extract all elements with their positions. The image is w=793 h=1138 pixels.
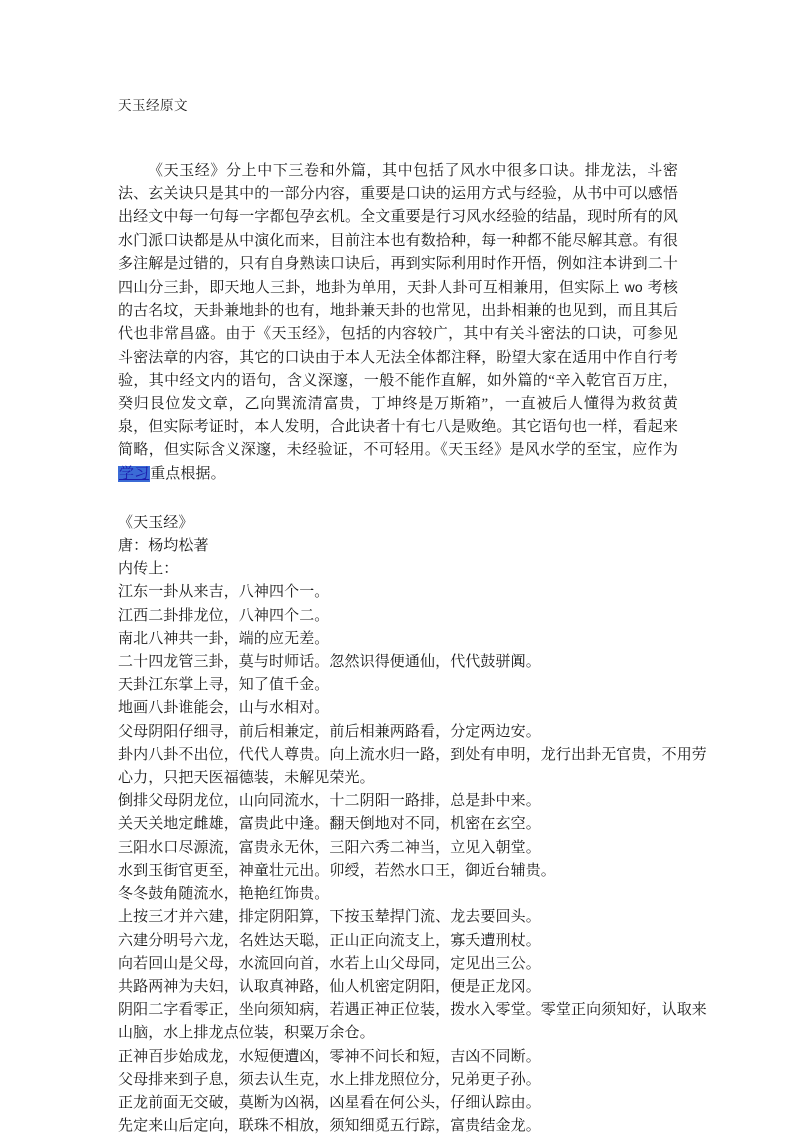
- verse-line: 上按三才并六建，排定阴阳算，下按玉辇捍门流、龙去要回头。: [118, 909, 541, 926]
- study-link[interactable]: 学习: [119, 465, 150, 482]
- verse-line: 唐：杨均松著: [118, 538, 209, 555]
- verse-line: 三阳水口尽源流，富贵永无休，三阳六秀二神当，立见入朝堂。: [118, 839, 541, 856]
- page-title: 天玉经原文: [118, 98, 188, 113]
- verse-line: 向若回山是父母，水流回向首，水若上山父母同，定见出三公。: [118, 955, 541, 972]
- verse-line: 江西二卦排龙位，八神四个二。: [118, 607, 330, 624]
- verse-line: 南北八神共一卦，端的应无差。: [118, 630, 330, 647]
- verse-line: 内传上：: [118, 561, 179, 578]
- verse-line: 二十四龙管三卦，莫与时师话。忽然识得便通仙，代代鼓骈阗。: [118, 654, 541, 671]
- verse-line: 阴阳二字看零正，坐向须知病，若遇正神正位装，拨水入零堂。零堂正向须知好，认取来: [118, 1002, 707, 1019]
- verse-line: 冬冬鼓角随流水，艳艳红饰贵。: [118, 886, 330, 903]
- verse-line: 关天关地定雌雄，富贵此中逢。翻天倒地对不同，机密在玄空。: [118, 816, 541, 833]
- verse-line: 心力，只把天医福德装，未解见荣光。: [118, 770, 375, 787]
- verse-line: 正神百步始成龙，水短便遭凶，零神不问长和短，吉凶不同断。: [118, 1048, 541, 1065]
- verse-line: 六建分明号六龙，名姓达天聪，正山正向流支上，寡夭遭刑杖。: [118, 932, 541, 949]
- paragraph-text-run-2: 考核的古名坟，天卦兼地卦的也有，地卦兼天卦的也常见，出卦相兼的也见到，而且其后代也非常昌盛。由于《天玉经》，包括的内容较广，其中有关斗密法的口诀，可参见斗密法章的内容，其它的口诀由于本人无法全体都注释，盼望大家在适用中作自行考验，其中经文内的语句，含义深邃，一般不能作直解，如外篇的“辛入乾官百万庄，癸归艮位发文章，乙向巽流清富贵，丁坤终是万斯箱”，一直被后人懂得为救贫黄泉，但实际考证时，本人发明，合此诀者十有七八是败绝。其它语句也一样，看起来简略，但实际含义深邃，未经验证，不可轻用。《天玉经》是风水学的至宝，应作为: [118, 280, 678, 459]
- paragraph-text-run-4: 重点根据。: [150, 465, 226, 482]
- verse-line: 先定来山后定向，联珠不相放，须知细觅五行踪，富贵结金龙。: [118, 1118, 541, 1135]
- verse-line: 共路两神为夫妇，认取真神路，仙人机密定阴阳，便是正龙冈。: [118, 978, 541, 995]
- verse-line: 江东一卦从来吉，八神四个一。: [118, 584, 330, 601]
- verse-line: 正龙前面无交破，莫断为凶祸，凶星看在何公头，仔细认踪由。: [118, 1094, 541, 1111]
- verse-line: 《天玉经》: [118, 514, 194, 531]
- latin-text-run: wo: [624, 279, 643, 296]
- verse-line: 地画八卦谁能会，山与水相对。: [118, 700, 330, 717]
- document-content: [118, 96, 707, 1138]
- verse-line: 倒排父母阴龙位，山向同流水，十二阴阳一路排，总是卦中来。: [118, 793, 541, 810]
- verse-line: 卦内八卦不出位，代代人尊贵。向上流水归一路，到处有申明，龙行出卦无官贵，不用劳: [118, 746, 707, 763]
- verse-line: 父母排来到子息，须去认生克，水上排龙照位分，兄弟更子孙。: [118, 1071, 541, 1088]
- verse-line: 天卦江东掌上寻，知了值千金。: [118, 677, 330, 694]
- verse-line: 水到玉街官更至，神童壮元出。卯绶，若然水口王，御近台辅贵。: [118, 862, 556, 879]
- paragraph-text-run-0: 《天玉经》分上中下三卷和外篇，其中包括了风水中很多口诀。排龙法，斗密法、玄关诀只是其中的一部分内容，重要是口诀的运用方式与经验，从书中可以感悟出经文中每一句每一字都包孕玄机。全文重要是行习风水经验的结晶，现时所有的风水门派口诀都是从中演化而来，目前注本也有数拾种，每一种都不能尽解其意。有很多注解是过错的，只有自身熟读口诀后，再到实际利用时作开悟，例如注本讲到二十四山分三卦，即天地人三卦，地卦为单用，天卦人卦可互相兼用，但实际上: [118, 163, 678, 297]
- intro-paragraph: [118, 160, 678, 486]
- paragraph-spacer: [118, 486, 678, 512]
- scripture-verse-block: [118, 512, 707, 1138]
- verse-line: 父母阴阳仔细寻，前后相兼定，前后相兼两路看，分定两边安。: [118, 723, 541, 740]
- verse-line: 山脑，水上排龙点位装，积粟万余仓。: [118, 1025, 375, 1042]
